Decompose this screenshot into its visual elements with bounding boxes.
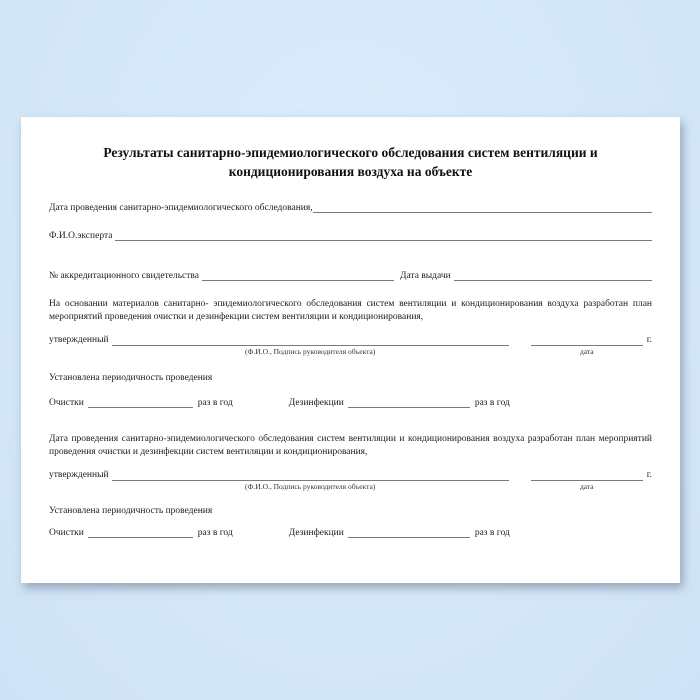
approver-signature-line	[112, 334, 509, 346]
accreditation-row	[49, 270, 652, 282]
approver-signature-line	[112, 469, 509, 481]
disinfection-frequency-line	[348, 527, 470, 538]
year-suffix: г.	[646, 470, 652, 480]
section1-intro-paragraph: На основании материалов санитарно- эпидемиологического обследования систем вентиляции и кондиционирования воздуха разработан план мероприятий проведения очистки и дезинфекции систем вентиляции и кондиционирования,	[49, 299, 652, 322]
issue-date-line	[454, 270, 652, 281]
disinfection-per-year-label: раз в год	[474, 528, 510, 538]
section2-frequency-row	[49, 527, 652, 539]
cleaning-label: Очистки	[49, 398, 84, 408]
disinfection-label: Дезинфекции	[288, 528, 344, 538]
expert-name-row	[49, 230, 652, 242]
section2-intro-paragraph: Дата проведения санитарно-эпидемиологического обследования систем вентиляции и кондиционирования воздуха разработан план мероприятий проведения очистки и дезинфекции систем вентиляции и кондиционирования,	[49, 434, 652, 457]
expert-name-line	[115, 230, 652, 241]
signature-caption: (Ф.И.О., Подпись руководителя объекта)	[245, 347, 376, 356]
document-title: Результаты санитарно-эпидемиологического обследования систем вентиляции и кондиционирования воздуха на объекте	[103, 145, 598, 179]
cleaning-per-year-label: раз в год	[197, 398, 233, 408]
cleaning-per-year-label: раз в год	[197, 528, 233, 538]
signature-caption: (Ф.И.О., Подпись руководителя объекта)	[245, 482, 376, 491]
form-document	[21, 117, 680, 583]
survey-date-label: Дата проведения санитарно-эпидемиологического обследования,	[49, 203, 313, 213]
disinfection-per-year-label: раз в год	[474, 398, 510, 408]
survey-date-row	[49, 202, 652, 214]
section1-frequency-row	[49, 397, 652, 409]
section1-periodicity-heading: Установлена периодичность проведения	[49, 373, 213, 383]
approved-label: утвержденный	[49, 470, 109, 480]
accreditation-label: № аккредитационного свидетельства	[49, 271, 199, 281]
date-caption: дата	[579, 347, 594, 356]
approval-date-line	[531, 469, 643, 481]
approval-date-line	[531, 334, 643, 346]
survey-date-line	[313, 202, 652, 213]
date-caption: дата	[579, 482, 594, 491]
expert-name-label: Ф.И.О.эксперта	[49, 231, 113, 241]
cleaning-label: Очистки	[49, 528, 84, 538]
section2-periodicity-heading: Установлена периодичность проведения	[49, 506, 213, 516]
cleaning-frequency-line	[88, 397, 193, 408]
cleaning-frequency-line	[88, 527, 193, 538]
disinfection-label: Дезинфекции	[288, 398, 344, 408]
section2-approval-block	[49, 469, 652, 492]
section1-approval-block	[49, 334, 652, 357]
approved-label: утвержденный	[49, 335, 109, 345]
year-suffix: г.	[646, 335, 652, 345]
accreditation-number-line	[202, 270, 394, 281]
disinfection-frequency-line	[348, 397, 470, 408]
issue-date-label: Дата выдачи	[399, 271, 451, 281]
